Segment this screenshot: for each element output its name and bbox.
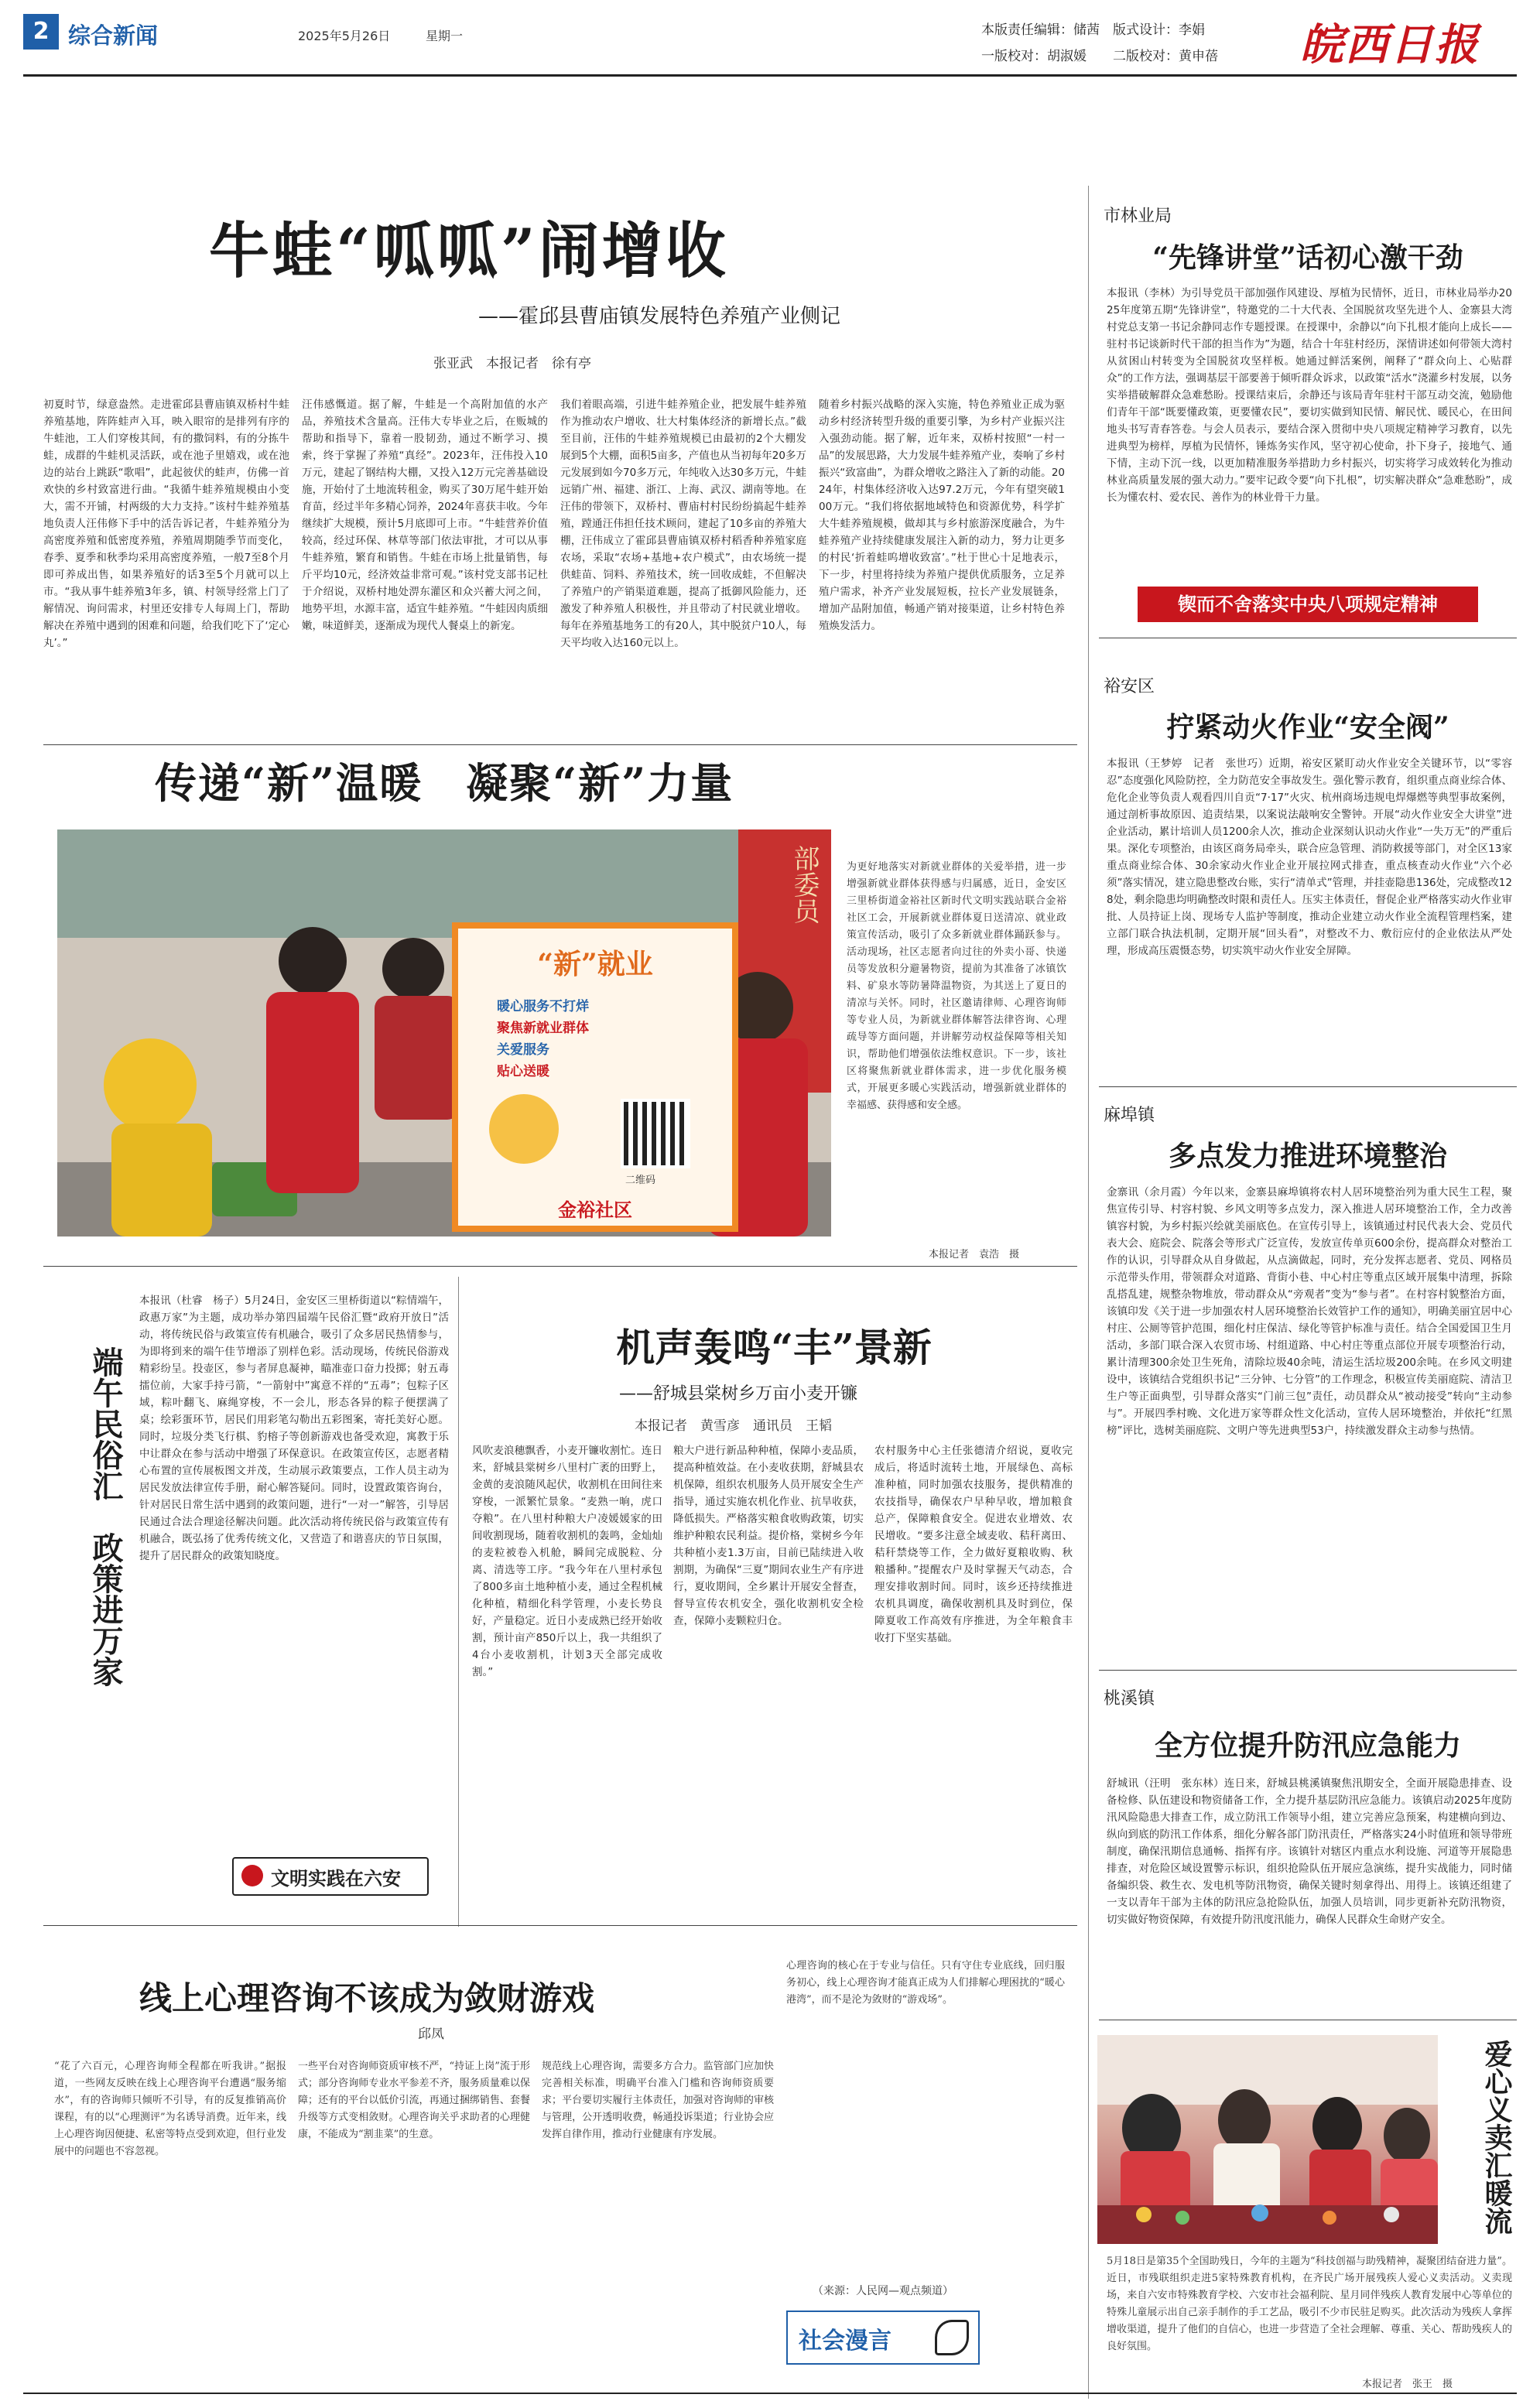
mabu-dept: 麻埠镇 (1104, 1106, 1155, 1125)
frog-column-2: 汪伟感慨道。据了解，牛蛙是一个高附加值的水产品，养殖技术含量高。汪伟大专毕业之后，在贩城的帮助和指导下，靠着一股韧劲，通过不断学习、摸索，终于掌握了养殖“真经”。2023年，汪伟投入10万元，建起了钢结构大棚，又投入12万元完善基础设施，开始付了土地流转租金，购买了30万尾牛蛙开始育苗，经过半年多精心饲养，2024年喜获丰收。今年继续扩大规模，预计5月底即可上市。“牛蛙营养价值较高，经过环保、林草等部门依法审批，才可以从事牛蛙养殖，繁育和销售。牛蛙在市场上批量销售，每斤平均10元，经济效益非常可观。”该村党支部书记杜于介绍说，双桥村地处淠东灌区和众兴蓄大河之间，地势平坦，水源丰富，适宜牛蛙养殖。“牛蛙因肉质细嫩，味道鲜美，逐渐成为现代人餐桌上的新宠。 (302, 398, 548, 632)
wheat-column-2: 粮大户进行新品种种植，保障小麦品质，提高种植效益。在小麦收获期，舒城县农机保障，组织农机服务人员开展安全生产指导，通过实施农机化作业、抗旱收获，降低损失。严格落实粮食收购政策，切实维护种粮农民利益。提价格，棠树乡今年共种植小麦1.3万亩，目前已陆续进入收割期，为确保“三夏”期间农业生产有序进行，夏收期间，全乡累计开展安全督查，督导宣传农机安全，强化收割机安全检查，保障小麦颗粒归仓。 (673, 1445, 864, 1627)
column-badge-label: 社会漫言 (799, 2328, 891, 2355)
poster-line-2: 聚焦新就业群体 (497, 1021, 589, 1036)
column-badge (786, 2311, 980, 2365)
wheat-byline: 本报记者 黄雪彦 通讯员 王韬 (635, 1418, 832, 1434)
wheat-left-divider (458, 1277, 459, 1927)
yuan-title: 拧紧动火作业“安全阀” (1166, 711, 1449, 744)
right-column-divider (1088, 186, 1089, 2399)
dragon-title: 端午民俗汇 政策进万家 (87, 1346, 124, 1687)
community-title: 传递“新”温暖 凝聚“新”力量 (155, 758, 734, 808)
charity-photo (1097, 2035, 1438, 2244)
opinion-column-4: 心理咨询的核心在于专业与信任。只有守住专业底线，回归服务初心，线上心理咨询才能真正成为人们排解心理困扰的“暖心港湾”，而不是沦为敛财的“游戏场”。 (786, 1960, 1065, 2006)
frog-column-1: 初夏时节，绿意盎然。走进霍邱县曹庙镇双桥村牛蛙养殖基地，阵阵蛙声入耳，映入眼帘的是排列有序的牛蛙池，工人们穿梭其间，有的撒饲料，有的分拣牛蛙，成群的牛蛙机灵活跃，或在池子里嬉戏，或在池边的站台上跳跃“歌唱”，此起彼伏的蛙声，仿佛一首欢快的乡村致富进行曲。“我循牛蛙养殖规模由小变大，需不开铺，村两级的大力支持。”该村牛蛙养殖基地负责人汪伟修下手中的活告诉记者，牛蛙养殖分为高密度养殖和低密度养殖，养殖周期随季节而变化，春季、夏季和秋季均采用高密度养殖，一般7至8个月即可养成出售，如果养殖好的话3至5个月就可以上市。“我从事牛蛙养殖3年多，镇、村领导经常上门了解情况、询问需求，村里还安排专人每周上门，帮助解决在养殖中遇到的困难和问题，给我们吃下了‘定心丸’。” (43, 398, 289, 649)
charity-caption: 5月18日是第35个全国助残日，今年的主题为“科技创福与助残精神，凝聚团结奋进力量”。近日，市残联组织走进5家特殊教育机构，在齐民广场开展残疾人爱心义卖活动。义卖现场，来自六安市特殊教育学校、六安市社会福利院、星月同伴残疾人教育发展中心等单位的特殊儿童展示出自己亲手制作的手工艺品，吸引不少市民驻足购买。此次活动为残疾人拿挥增收渠道，提升了他们的自信心，也进一步营造了全社会理解、尊重、关心、帮助残疾人的良好氛围。 (1107, 2256, 1512, 2352)
poster-qr-code (621, 1099, 690, 1168)
wheat-subtitle: ——舒城县棠树乡万亩小麦开镰 (619, 1384, 858, 1404)
masthead-rule (23, 74, 1517, 77)
frog-column-4: 随着乡村振兴战略的深入实施，特色养殖业正成为驱动乡村经济转型升级的重要引擎，为乡村产业振兴注入强劲动能。据了解，近年来，双桥村按照“一村一品”的发展思路，大力发展牛蛙养殖产业，奏响了乡村振兴“致富曲”，为群众增收之路注入了新的动能。2024年，村集体经济收入达97.2万元，今年有望突破100万元。“我们将依据地域特色和资源优势，科学扩大牛蛙养殖规模，做却其与乡村旅游深度融合，为牛蛙养殖产业持续健康发展注入新的动力，努力让更多的村民‘折着蛙呜增收致富’。”杜于世心十足地表示，下一步，村里将持续为养殖户提供优质服务，立足养殖户需求，补齐产业发展短板，拉长产业发展链条，增加产品附加值，畅通产销对接渠道，让乡村特色养殖焕发活力。 (819, 398, 1065, 632)
poster-line-1: 暖心服务不打烊 (497, 999, 589, 1014)
community-caption: 为更好地落实对新就业群体的关爱举措，进一步增强新就业群体获得感与归属感，近日，金安区三里桥街道金裕社区新时代文明实践站联合金裕社区工会，开展新就业群体夏日送清凉、就业政策宣传活动，吸引了众多新就业群体踊跃参与。活动现场，社区志愿者向过往的外卖小哥、快递员等发放积分避暑物资，提前为其准备了冰镇饮料、矿泉水等防暑降温物资，为其送上了夏日的清凉与关怀。同时，社区邀请律师、心理咨询师等专业人员，为新就业群体解答法律咨询、心理疏导等方面问题，并讲解劳动权益保障等相关知识，帮助他们增强依法维权意识。下一步，该社区将聚焦新就业群体需求，进一步优化服务模式，开展更多暖心实践活动，增强新就业群体的幸福感、获得感和安全感。 (847, 861, 1066, 1111)
opinion-source: （来源：人民网—观点频道） (813, 2285, 953, 2297)
opinion-author: 邱凤 (418, 2027, 444, 2042)
rule-community-top (43, 744, 1077, 745)
wenming-label: 文明实践在六安 (271, 1867, 401, 1890)
mabu-body: 金寨讯（余月霞）今年以来，金寨县麻埠镇将农村人居环境整治列为重大民生工程，聚焦宣传引导、村容村貌、乡风文明等多点发力，深入推进人居环境整治工作，全力改善镇容村貌，为乡村振兴绘就美丽底色。在宣传引导上，该镇通过村民代表大会、党员代表大会、庭院会、院落会等形式广泛宣传，发放宣传单页600余份，提高群众对整治工作的认识，引导群众从自身做起，从点滴做起，同时，充分发挥志愿者、党员、网格员示范带头作用，带领群众对道路、背街小巷、中心村庄等重点区域开展集中清理，拆除乱搭乱建，规整杂物堆放，带动群众从“旁观者”变为“参与者”。在村容村貌整治方面，该镇印发《关于进一步加强农村人居环境整治长效管护工作的通知》，明确美丽宜居中心村庄、公厕等管护范围，细化村庄保洁、绿化等管护标准与责任。结合全国爱国卫生月活动，多部门联合深入农贸市场、村组道路、中心村庄等重点部位开展专项整治行动，累计清理300余处卫生死角，清除垃圾40余吨，清运生活垃圾200余吨。在乡风文明建设中，该镇结合党组织书记“三分钟、七分管”的工作理念，积极宣传美丽庭院、清洁卫生户等正面典型，引导群众落实“门前三包”责任，动员群众从“被动接受”转向“主动参与”。开展四季村晚、文化进万家等群众性文化活动，宣传人居环境整治，并依托“红黑榜”评比，选树美丽庭院、文明户等先进典型53户，持续激发群众主动参与热情。 (1107, 1186, 1512, 1437)
paper-logo: 皖西日报 (1300, 19, 1480, 70)
frog-title: 牛蛙“呱呱”闹增收 (209, 216, 729, 286)
wenming-badge (232, 1857, 429, 1896)
credits-line-2: 一版校对：胡淑媛 二版校对：黄申蓓 (981, 49, 1218, 64)
credits-line-1: 本版责任编辑：储茜 版式设计：李娟 (981, 22, 1205, 38)
yuan-dept: 裕安区 (1104, 677, 1155, 696)
community-sign-text: 部委员 (789, 845, 820, 924)
wheat-column-3: 农村服务中心主任张德清介绍说，夏收完成后，将适时流转土地，开展绿色、高标准种植，同时加强农技服务，提供精准的农技指导，确保农户早种早收，增加粮食总产，保障粮食安全。促进农业增效、农民增收。“要多注意全域麦收、秸秆离田、秸秆禁烧等工作，全力做好夏粮收购、秋粮播种。”提醒农户及时掌握天气动态，合理安排收割时间。同时，该乡还持续推进农机具调度，确保收割机具及时到位，保障夏收工作高效有序推进，为全年粮食丰收打下坚实基础。 (874, 1445, 1073, 1644)
section-name: 综合新闻 (68, 22, 159, 49)
poster-qr-label: 二维码 (625, 1175, 656, 1186)
charity-photo-illustration (1097, 2035, 1438, 2244)
rule-yuan (1099, 1086, 1517, 1087)
issue-date: 2025年5月26日 (298, 29, 391, 43)
rule-mabu (1099, 1670, 1517, 1671)
charity-title: 爱心义卖汇暖流 (1480, 2040, 1513, 2235)
page-bottom-rule (23, 2393, 1517, 2394)
frog-column-3: 我们着眼高端，引进牛蛙养殖企业，把发展牛蛙养殖作为推动农户增收、壮大村集体经济的新增长点。”截至目前，汪伟的牛蛙养殖规模已由最初的2个大棚发展到5个大棚，面积5亩多，产值也从当初每年20多万元发展到如今70多万元，年纯收入达30多万元，牛蛙远销广州、福建、浙江、上海、武汉、湖南等地。在汪伟的带领下，双桥村、曹庙村村民纷纷搞起牛蛙养殖，蹚通汪伟担任技术顾问，建起了10多亩的养殖大棚，汪伟成立了霍邱县曹庙镇双桥村稻香种养殖家庭农场，采取“农场+基地+农户模式”，由农场统一提供蛙苗、饲料、养殖技术，统一回收成蛙，不但解决了养殖户的产销渠道难题，提高了抵御风险能力，还激发了种养殖人积极性，并且带动了村民就业增收。每年在养殖基地务工的有20人，其中脱贫户10人，每天平均收入达160元以上。 (560, 398, 806, 649)
poster-title: “新”就业 (537, 948, 653, 980)
yuan-body: 本报讯（王梦婷 记者 张世巧）近期，裕安区紧盯动火作业安全关键环节，以“零容忍”态度强化风险防控，全力防范安全事故发生。强化警示教育，组织重点商业综合体、危化企业等负责人观看四川自贡“7·17”火灾、杭州商场违规电焊爆燃等典型事故案例，通过剖析事故原因、追责结果，以案说法敲响安全警钟。开展“动火作业安全大讲堂”进企业活动，累计培训人员1200余人次，推动企业深刻认识动火作业“一失万无”的严重后果。深化专项整治，由该区商务局牵头，联合应急管理、消防救援等部门，对全区13家重点商业综合体、30余家动火作业企业开展拉网式排查，重点核查动火作业“六个必须”落实情况，建立隐患整改台账，实行“清单式”管理，并挂壶隐患136处，完成整改128处，剩余隐患均明确整改时限和责任人。压实主体责任，督促企业严格落实动火作业审批、人员持证上岗、现场专人监护等制度，推动企业建立动火作业全流程管理档案，建立部门联合执法机制，定期开展“回头看”，对整改不力、敷衍应付的企业依法从严处理，形成高压震慑态势，切实筑牢动火作业安全屏障。 (1107, 758, 1512, 957)
lin-banner: 锲而不舍落实中央八项规定精神 (1138, 587, 1478, 622)
column-badge-icon (935, 2320, 969, 2355)
frog-byline: 张亚武 本报记者 徐有亭 (433, 356, 591, 371)
taoxi-title: 全方位提升防汛应急能力 (1154, 1729, 1461, 1762)
charity-photo-credit: 本报记者 张王 摄 (1362, 2379, 1453, 2390)
opinion-column-3: 规范线上心理咨询，需要多方合力。监管部门应加快完善相关标准，明确平台准入门槛和咨询师资质要求；平台要切实履行主体责任，加强对咨询师的审核与管理，公开透明收费，畅通投诉渠道；行业协会应发挥自律作用，推动行业健康有序发展。 (542, 2061, 774, 2140)
poster-footer: 金裕社区 (558, 1199, 632, 1221)
taoxi-body: 舒城讯（汪明 张东林）连日来，舒城县桃溪镇聚焦汛期安全，全面开展隐患排查、设备检修、队伍建设和物资储备工作，全力提升基层防汛应急能力。该镇启动2025年度防汛风险隐患大排查工作，成立防汛工作领导小组，建立完善应急预案，构建横向到边、纵向到底的防汛工作体系，细化分解各部门防汛责任，严格落实24小时值班和领导带班制度，确保汛期信息通畅、指挥有序。该镇针对辖区内重点水利设施、河道等开展隐患排查，对危险区域设置警示标识，组织抢险队伍开展应急演练，提升实战能力，同时储备编织袋、救生衣、发电机等防汛物资，确保关键时刻拿得出、用得上。该镇还组建了一支以青年干部为主体的防汛应急抢险队伍，加强人员培训，同步更新补充防汛物资，切实做好物资保障，有效提升防汛度汛能力，确保人民群众生命财产安全。 (1107, 1777, 1512, 1926)
opinion-column-2: 一些平台对咨询师资质审核不严，“持证上岗”流于形式；部分咨询师专业水平参差不齐，服务质量难以保障；还有的平台以低价引流，再通过捆绑销售、套餐升级等方式变相敛财。心理咨询关乎求助者的心理健康，不能成为“割韭菜”的生意。 (298, 2061, 530, 2140)
community-photo-credit: 本报记者 袁浩 摄 (929, 1249, 1020, 1260)
taoxi-dept: 桃溪镇 (1104, 1689, 1155, 1709)
lin-body: 本报讯（李林）为引导党员干部加强作风建设、厚植为民情怀，近日，市林业局举办2025年度第五期“先锋讲堂”，特邀党的二十大代表、全国脱贫攻坚先进个人、金寨县大湾村党总支第一书记余静同志作专题授课。在授课中，余静以“向下扎根才能向上成长——驻村书记谈新时代干部的担当作为”为题，结合十年驻村经历，深情讲述如何带领大湾村从贫困山村转变为全国脱贫攻坚样板。她通过鲜活案例，阐释了“群众向上、心贴群众”的工作方法，强调基层干部要善于倾听群众诉求，以政策“活水”浇灌乡村发展，以务实举措破解群众急难愁盼。授课结束后，余静还与该局青年驻村干部互动交流，勉励他们青年干部“既要懂政策，更要懂农民”，要切实做到知民情、解民忧、暖民心，在田间地头书写青春答卷。与会人员表示，要结合深入贯彻中央八项规定精神学习教育，以先进典型为榜样，厚植为民情怀，锤炼务实作风，坚守初心使命，扑下身子，接地气、通下情，主动下沉一线，以更加精准服务举措助力乡村振兴，切实将学习成效转化为推动林业高质量发展的强大动力。”要牢记政令要“向下扎根”，切实解决群众“急难愁盼”，成长为懂农村、爱农民、善作为的林业骨干力量。 (1107, 287, 1512, 504)
frog-subtitle: ——霍邱县曹庙镇发展特色养殖产业侧记 (478, 305, 841, 328)
lin-dept: 市林业局 (1104, 207, 1172, 226)
rule-middle (43, 1266, 1077, 1267)
poster-line-3: 关爱服务 (497, 1042, 549, 1058)
page-number-box: 2 (23, 14, 59, 50)
rule-opinion (43, 1925, 1077, 1926)
community-photo (57, 829, 831, 1236)
dragon-body: 本报讯（杜睿 杨子）5月24日，金安区三里桥街道以“粽情端午，政惠万家”为主题，成功举办第四届端午民俗汇暨“政府开放日”活动，将传统民俗与政策宣传有机融合，吸引了众多居民热情参与，为即将到来的端午佳节增添了别样色彩。活动现场，传统民俗游戏精彩纷呈。投壶区，参与者屏息凝神，瞄准壶口奋力投掷；射五毒擂位前，大家手持弓箭，“一箭射中”寓意不祥的“五毒”；包粽子区域，粽叶翻飞、麻绳穿梭，不一会儿，形态各异的粽子便摆满了桌；绘彩蛋环节，居民们用彩笔勾勒出五彩图案，寄托美好心愿。同时，垃圾分类飞行棋、豹榕子等创新游戏也备受欢迎，寓教于乐中让群众在参与活动中增强了环保意识。在政策宣传区，志愿者精心布置的宣传展板图文并茂，生动展示政策要点，工作人员主动为居民发放法律宣传手册，耐心解答疑问。同时，设置政策咨询台，针对居民日常生活中遇到的政策问题，进行“一对一”解答，引导居民通过合法合理途径解决问题。此次活动将传统民俗与政策宣传有机融合，既弘扬了优秀传统文化，又营造了和谐喜庆的节日氛围，提升了居民群众的政策知晓度。 (139, 1295, 449, 1562)
opinion-column-1: “花了六百元，心理咨询师全程都在听我讲。”据报道，一些网友反映在线上心理咨询平台遭遇“服务缩水”，有的咨询师只倾听不引导，有的反复推销高价课程，有的以“心理测评”为名诱导消费。近年来，线上心理咨询因便捷、私密等特点受到欢迎，但行业发展中的问题也不容忽视。 (54, 2061, 286, 2157)
lin-title: “先锋讲堂”话初心激干劲 (1152, 241, 1463, 274)
opinion-title: 线上心理咨询不该成为敛财游戏 (139, 1979, 595, 2017)
community-poster (452, 922, 738, 1232)
mabu-title: 多点发力推进环境整治 (1168, 1140, 1447, 1172)
wheat-column-1: 风吹麦浪穗飘香，小麦开镰收割忙。连日来，舒城县棠树乡八里村广袤的田野上，金黄的麦浪随风起伏，收割机在田间往来穿梭，一派繁忙景象。“麦熟一晌，虎口夺粮”。在八里村种粮大户凌媛媛家的田间收割现场，随着收割机的轰鸣，金灿灿的麦粒被卷入机舱，瞬间完成脱粒、分离、清选等工序。“我今年在八里村承包了800多亩土地种植小麦，通过全程机械化种植，精细化科学管理，小麦长势良好，产量稳定。近日小麦成熟已经开始收割，预计亩产850斤以上，我一共组织了4台小麦收割机，计划3天全部完成收割。” (472, 1445, 662, 1678)
poster-mascot (489, 1094, 559, 1164)
wenming-icon (241, 1865, 263, 1886)
issue-weekday: 星期一 (426, 29, 464, 43)
masthead (23, 14, 1517, 79)
poster-line-4: 贴心送暖 (497, 1064, 549, 1079)
wheat-title: 机声轰鸣“丰”景新 (616, 1325, 932, 1370)
